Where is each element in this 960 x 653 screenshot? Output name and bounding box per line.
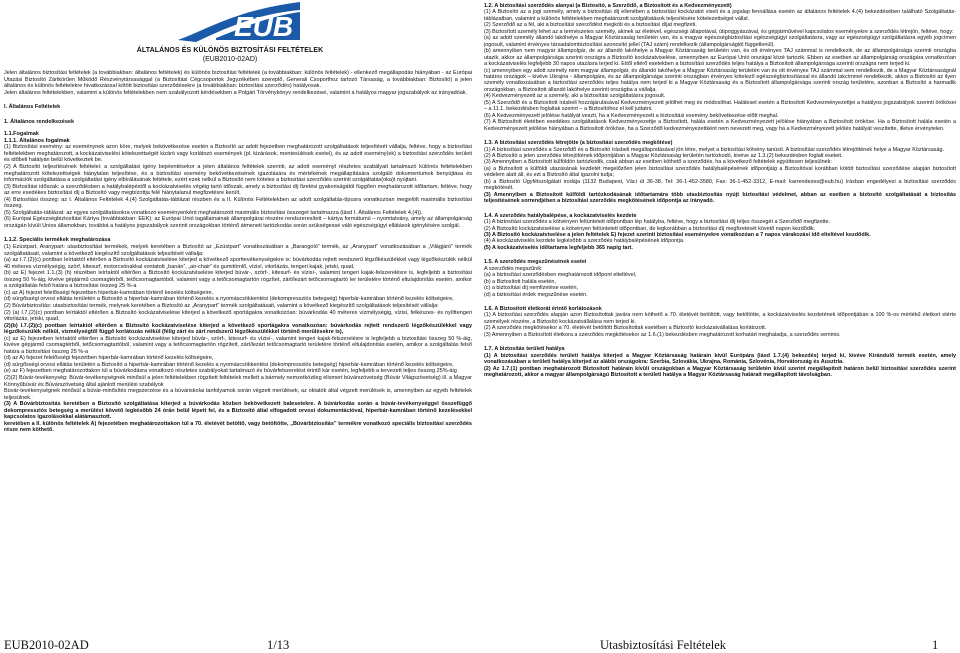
body-paragraph: (1) A biztosítási szerződés területi hatálya kiterjed a Magyar Köztársaság határain kívül Európára (lásd 1.7.(4) bekezdés) terjed ki, kivéve Kirándulő termék esetén, amely vonatkozásában a területi hatálya kiterjed az alábbi országokra: Szerbia, Szlovákia, Ukrajna, Románia, Szlovénia, Horvátország és Ausztria. bbox=[484, 352, 956, 366]
section-heading: 1.7. A biztosítás területi hatálya bbox=[484, 346, 565, 353]
intro-paragraph: Jelen általános biztosítási feltételek (a továbbiakban: általános feltételek) és különös biztosítási feltételek (a továbbiakban: különös feltételek) - ellenkező megállapodás hiányában - az Európai Utazási Biztosító Zártkörűen Működő Részvénytársasággal (a Biztosítási Cégcsoportok Jegyzékében szereplő, Generali Csoporthoz tartozó Társaság, a továbbiakban: Biztosító) a jelen általános és különös feltételekre hivatkozással kötött biztosítási szerződésekre (a továbbiakban: biztosítási szerződés) hatályosak. bbox=[4, 70, 472, 90]
footer-page-number: 1 bbox=[932, 638, 939, 652]
special-paragraph: (1) Ezüstpart, Aranypart: utasbiztosítási termékek, melyek keretében a Biztosító az „Ezüstpart” vonatkozásában a „Barangoló” termék, az „Aranypart” vonatkozásában a „Világjáró” termék szolgáltatásait, valamint a következő kiegészítő szolgáltatások teljesítését vállalja: bbox=[4, 244, 472, 257]
body-paragraph: (3) Biztosított személy lehet az a természetes személy, akinek az életével, egészségi állapotával, útipoggyászával, és gépjárművével kapcsolatos eseményekre a szerződés létrejön, feltéve, hogy: bbox=[484, 28, 954, 35]
special-paragraph: (2) Búvárbiztosítás: utasbiztosítási termék, melynek keretében a Biztosító az „Aranypart” termék szolgáltatásait, valamint a következő kiegészítő szolgáltatások teljesítését vállalja: bbox=[4, 302, 439, 309]
body-paragraph: (a) az adott személy állandó lakóhelye a Magyar Köztársaság területén van, és a magyar egészségbiztosítási egészségügyi szolgáltatásra, vagy az egészségügyi szolgáltatásra egyéb jogcímen jogosult, valamint érvényes társadalombiztosítási azonosító jellel (TAJ szám) rendelkezik (állampolgárságtól függetlenül). bbox=[484, 35, 956, 48]
body-paragraph: (7) A Biztosított életében esedékes szolgáltatások Kedvezményezettje a Biztosított, halála esetén a Kedvezményezett jelölése hiányában a Biztosított örököse. Ha a Biztosított halála esetén a Kedvezményezett jelölése hiányában a Biztosított örököse, ha a Szerződő kedvezményezettként nem nevezett meg, vagy ha a Kedvezményezett jelölés hatályát veszítette, illetve érvénytelen. bbox=[484, 119, 956, 132]
section-heading: 1.3. A biztosítási szerződés létrejötte (a biztosítási szerződés megkötése) bbox=[484, 140, 673, 147]
body-paragraph: (5) A kockázatviselés időtartama legfeljebb 365 napig tart. bbox=[484, 244, 633, 251]
special-paragraph: (c) az A) fejezet felelősségi fejezetben hiperbár-kamrában történő kezelés költségeire, bbox=[4, 289, 214, 296]
special-paragraph: (e) az F) fejezetben meghatározottakon túl a búvárkodásra vonatkozó részletes szabályokat tartalmazó és búvárfelszerelést érintő kár esetén, legfeljebb a tervezett teljes összeg 25%-áig bbox=[4, 368, 457, 375]
body-paragraph: (4) Kedvezményezett az a személy, aki a biztosítási szolgáltatásra jogosult. bbox=[484, 93, 666, 100]
special-paragraph: (b) az E) fejezet 1.1.(3) (h) részében leírtaktól eltérően a Biztosító kockázatviselése kiterjed búvár-, szörf-, kitesurf- és vízisí-, valamint tengeri kajak-felszerelésre is, legfeljebb a biztosítási összeg 50 %-áig, kivéve gépjármű csomagtérből, tetőcsomagtartóból, valamint vagy a tetőcsomagtartón rögzítet, zárt/lezárt tetőcsomagtartó ter területére történő eltulajdonítás esetén, amikor a szolgáltatás felső határa a biztosítási összeg 25 %-a bbox=[4, 270, 472, 290]
section-heading: 1.1.2. Speciális termékek meghatározása bbox=[4, 237, 111, 244]
eub-logo-mark bbox=[176, 0, 302, 44]
body-paragraph: (3) Amennyiben a Biztosított külföldi tartózkodásának időtartamára több utasbiztosítás nyújt biztosítási védelmet, abban az esetben a biztosító szolgáltatását a biztosítás teljesítésének sorrendjében a biztosítási szerződés megkötésének időpontja az irányadó. bbox=[484, 191, 956, 205]
body-paragraph: (b) amennyiben nem magyar állampolgár, de az állandó lakóhelye a Magyar Köztársaság területén van, és ott érvényes TAJ számmal is rendelkezik, de az állampolgársága szerinti országba utazik, akkor az állampolgársága szerinti országra a Biztosító kockázatviselése, amennyiben az Európai Unió országai közé tartozik. Ebben az esetben az állampolgárság országára vonatkozóan a kockázatviselés legfeljebb 30 napos utazásra terjed ki. Ettől eltérő esetekben a biztosítási szerződés teljes hatálya a Biztosított állampolgársága szerinti országra nem terjed ki. bbox=[484, 48, 956, 68]
special-paragraph: (d) súrgősségi orvosi ellátás területén a Biztosító a hiperbár-kamrában történő kezelés a nyomáscsökkentési (dekompressziós betegség) hiperbár-kamrában történő kezelés költségeire, bbox=[4, 296, 454, 303]
section-heading: 1.1.1. Általános fogalmak bbox=[4, 137, 70, 144]
body-paragraph: (4) A kockázatviselés kezdete legkésőbb a szerződés hatálybalépésének időpontja. bbox=[484, 238, 685, 245]
section-heading: 1.2. A biztosítási szerződés alanyai (a Biztosító, a Szerződő, a Biztosított és a Kedvezményezett) bbox=[484, 3, 732, 9]
document-title-block bbox=[80, 46, 380, 64]
body-paragraph: (1) A biztosítási szerződés a Szerződő és a Biztosító írásbeli megállapodásával jön létre, melyet a biztosítási kötvény tanúsít. A biztosítási szerződés létrejöttének helye a Magyar Köztársaság. bbox=[484, 146, 945, 153]
body-paragraph: (c) amennyiben egy adott személy nem magyar állampolgár, és állandó lakóhelye a Magyar Köztársaság területén van és ott érvényes TAJ számmal sem rendelkezik, de a Magyar Köztársaságnál határos országok – kivéve Ukrajna - állampolgára, és az állampolgársága szerinti országban érvényes kötelező egészségbiztosítással és állandó lakcímmel rendelkezik, akkor a Biztosító az ilyen személy vonatkozásában a biztosítási szerződés teljes hatálya nem terjed ki a Magyar Köztársaság és a Biztosított állampolgársága szerinti ország területére, azonban a Biztosító a harmadik országokban, a Biztosított állandó lakóhelye szerinti országba a vállalja. bbox=[484, 67, 956, 93]
body-paragraph: (a) a Biztosított a külföldi utazásának kezdetét megelőzően jelen biztosítási szerződés hatálybalépésének időpontjáig a Biztosítóval korábban kötött biztosítási szerződése alapján biztosított védelem alatt áll, és ezt a Biztosító által igazolni tudja; bbox=[484, 165, 956, 179]
special-paragraph: (2) (a) I.7.(2)(c) pontban leírtaktól eltérően a Biztosító kockázatviselése kiterjed a következő sportágakra vonatkozóan: búvárkodás 40 méteres vízmélységig, vízisí, felkészes- és nyílttengeri vitorlázás, jetski, quad, bbox=[4, 309, 472, 323]
section-heading: 1.6. A Biztosított életkorát érintő korlátozások bbox=[484, 306, 602, 313]
section-heading: 1.1.Fogalmak bbox=[4, 131, 39, 138]
body-paragraph: (1) A biztosítási szerződés a kötvényen feltüntetett időpontban lép hatályba, feltéve, hogy a biztosítási díj teljes összegét a Szerződő megfizette. bbox=[484, 219, 831, 226]
body-paragraph: (2) A szerződés megkötésekor a 70. életévét betöltött Biztosítottak esetében a Biztosító kockázatvállalása korlátozott. bbox=[484, 325, 767, 332]
body-paragraph: (3) Amennyiben a Biztosított életkora a szerződés megkötésekor az 1.6.(1) bekezdésben meghatározott korhatárt meghaladja, a szerződés semmis. bbox=[484, 331, 841, 338]
document-title: ÁLTALÁNOS ÉS KÜLÖNÖS BIZTOSÍTÁSI FELTÉTELEK bbox=[136, 47, 324, 54]
section-heading: I. Általános Feltételek bbox=[4, 104, 61, 111]
body-paragraph: (5) A Szerződő és a Biztosított írásbeli hozzájárulásával Kedvezményezett jelölhet meg és módosíthat. Haláleset esetén a Biztosított Kedvezményezettjei a hatályos jogszabályok szerinti örökösei – a 11.1. bekezdésben foglaltak szerint – a Biztosítóhoz el kell juttatni. bbox=[484, 99, 956, 113]
body-paragraph: (2) Szerződő az a fél, aki a biztosítási szerződést megköti és a biztosítási díjat megfizeti. bbox=[484, 22, 697, 29]
body-paragraph: (a) a biztosítási szerződésben meghatározott időpont elteltével, bbox=[484, 272, 637, 279]
special-paragraph: (c) az E) fejezetben leírtaktól eltérően a Biztosító kockázatviselése kiterjed búvár-, szörf-, kitesurf- és vízisí-, valamint tengeri kajak-felszerelésre is legfeljebb a biztosítási összeg 50 %-áig, kivéve gépjármű csomagtérből, tetőcsomagtartóból, valamint vagy a tetőcsomagtartón rögzített, zárt/lezárt tetőcsomagtartó területére történő eltulajdonítás esetén, amikor a szolgáltatás felső határa a biztosítási összeg 25 %-a bbox=[4, 335, 472, 355]
footer-title: Utasbiztosítási Feltételek bbox=[600, 638, 727, 652]
body-paragraph: (2) Az 1.7.(1) pontban meghatározott Biztosított határain kívüli országokban a Magyar Köztársaság területén kívül szerint megállapított határon belül biztosítási szerződés szerint meghatározott, akkor a magyar állampolgárságú Biztosított a területi hatálya a Magyar Köztársaság határait megállapított távolságban. bbox=[484, 365, 956, 379]
special-paragraph: keretében a II. különös feltételek A) fejezetében meghatározottakon túl a 70. életévét betöltő, vagy betöltötte, „Búvárbiztosítás” termékre vonatkozó speciális biztosítási szerződés része nem köthető. bbox=[4, 420, 472, 434]
body-paragraph: (6) A Kedvezményezett jelölése hatályát veszti, ha a Kedvezményezett a biztosítási esemény bekövetkezése előtt meghal. bbox=[484, 112, 779, 119]
footer-code: EUB2010-02AD bbox=[4, 638, 89, 652]
section-heading: 1. Általános rendelkezések bbox=[4, 118, 75, 125]
body-paragraph: (3) A Biztosító kockázatviselése a jelen feltételek E) fejezet szerinti biztosítási eseményekre vonatkozóan a 7 napos várakozási idő elteltével kezdődik. bbox=[484, 231, 871, 238]
special-paragraph: (d) az A) fejezet felelősségi fejezetben hiperbár-kamrában történő kezelés költségeire, bbox=[4, 355, 214, 362]
definition-paragraph: (1) Biztosítási esemény: az eseménynek azon köre, melyek bekövetkezése esetén a Biztosító az adott fejezetben meghatározott szolgáltatások teljesítését vállalja, feltéve, hogy a biztosítási feltételekben meghatározott, a kockázatviselési kötelezettségét kizáró vagy korlátozó események (pl. kizárások, mentesülések esetei), és az adott esemény(ek) a biztosítási szerződés területi és időbeli hatályán belül következtek be. bbox=[4, 144, 472, 164]
special-paragraph: (a) az I.7.(2)(c) pontban leírtaktól eltérően a Biztosító kockázatviselése kiterjed a következő sporttevékenységekre is: búvárkodás rejtett rendszerű légzőkészülékkel vagy légzőkészülék nélkül 40 méteres vízmélységig, szörf, kitesurf, motorcsónakkal vontatott „banán”, „air-chair” és gumitömlő, vízisí, vitorlázás, tengeri kajak, jetski, quad, bbox=[4, 257, 472, 270]
special-paragraph: (3) A Búvárbiztosítás keretében a Biztosító szolgáltatása kiterjed a búvárkodás közben bekövetkezett balesetekre. A búvárkodás során a búvár-tevékenységgel összefüggő dekompressziós betegség a merülést követő legkésőbb 24 órán belül lépett fel, és a Biztosító által elfogadott orvosi dokumentációval, hiperbár-kamrában történő kezelésekkel kapcsolatos igazolásokkal alátámasztott. bbox=[4, 401, 472, 421]
body-paragraph: (2) A Biztosító a jelen szerződés létrejöttének időpontjában a Magyar Köztársaság területén tartózkodó, kivéve az 1.3.(2) bekezdésben foglalt eseteit. bbox=[484, 152, 843, 159]
left-column bbox=[4, 70, 472, 434]
special-paragraph: (2)(2) Búvár-tevékenység: Búvár-tevékenységnek minősül a jelen feltételekben rögzített feltételek mellett a bármely nemzetközileg elismert búvárszövetség (Búvár Világszövetség) ill. a Magyar Könnyűbúvár és Búvárszövetség által ajánlott merülési szabályok bbox=[4, 374, 472, 388]
definition-paragraph: (4) Biztosítási összeg: az I. Általános Feltételek 4.(4) Szolgáltatás-táblázat részben és a II. Különös Feltételekben az adott szolgáltatás-típusra vonatkozóan megjelölt maximális biztosítási összeg. bbox=[4, 196, 472, 210]
special-paragraph: Búvár-tevékenységnek minősül a búvár-minősítés megszerzése és a búváriskolai tanfolyamok során végzett merülések, az oktatók által végzett merülések is, amennyiben az egyéb feltételek teljesülnek. bbox=[4, 388, 472, 401]
footer-page-count: 1/13 bbox=[267, 638, 290, 652]
section-heading: 1.5. A szerződés megszűnésének esetei bbox=[484, 259, 587, 266]
body-paragraph: (2) A Biztosító kockázatviselése a kötvényen feltüntetett időpontban, de legkorábban a biztosítási díj megfizetését követő napon kezdődik. bbox=[484, 225, 816, 232]
definition-paragraph: (6) Európai Egészségbiztosítási Kártya (továbbiakban: EEK): az Európai Unió tagállamainak állampolgárai részére rendszeresített – kártya formátumú – nyomtatvány, amely az állampolgárság országán kívüli Unios államokban, továbbá a hatályos jogszabályok szerinti országokban történő átmeneti tartózkodás során szükségessé váló egészségügyi ellátások igénylésére szolgál. bbox=[4, 216, 472, 229]
special-paragraph: (d) súrgősségi orvosi ellátás területén a Biztosító a hiperbár-kamrában történő kezelés a nyomáscsökkentési (dekompressziós betegség) hiperbár-kamrában történő kezelés költségeire, bbox=[4, 361, 454, 368]
body-paragraph: (d) a biztosítási érdek megszűnése esetén. bbox=[484, 291, 588, 298]
section-heading: 1.4. A szerződés hatálybalépése, a kockázatviselés kezdete bbox=[484, 212, 637, 219]
body-paragraph: (3) Amennyiben a Biztosított külföldön tartózkodik, csak abban az esetben köthető a szerződés, ha a következő feltételek együttesen teljesülnek: bbox=[484, 159, 832, 166]
definition-paragraph: (5) Szolgáltatás-táblázat: az egyes szolgáltatásokra vonatkozó eseményenként meghatározott maximális biztosítási összeget tartalmazza (lásd I. Általános Feltételek 4.(4)). bbox=[4, 209, 423, 216]
definition-paragraph: (3) Biztosítási időszak: a szerződésben a hatálybalépéstől a kockázatviselés végéig tartó időszak, amely a biztosítási díj fizetési gyakoriságától függően meghatározott időtartam, feltéve, hogy az erre esedékes biztosítási díj a Biztosító vagy megbízottja felé hiánytalanul megfizetésre került. bbox=[4, 183, 472, 197]
special-paragraph: (2)(b) I.7.(2)(c) pontban leírtaktól eltérően a Biztosító kockázatviselése kiterjed a következő sportágakra vonatkozóan: búvárkodás rejtett rendszerű légzőkészülékkel vagy légzőkészülék nélkül, vízmélységtől függő korlátozás nélkül (félig zárt és zárt rendszerű légzőkészülékkel történő merülésekre is), bbox=[4, 322, 472, 336]
body-paragraph: (c) a biztosítási díj nemfizetése esetén, bbox=[484, 285, 578, 292]
body-paragraph: (1) A Biztosító az a jogi személy, amely a biztosítási díj ellenében a biztosítási kockázatot viseli és a jogalap fennállása esetén az általános feltételek 4.(4) bekezdésében található Szolgáltatás-táblázatban, valamint a különös feltételekben meghatározott szolgáltatások teljesítésére kötelezettséget vállal. bbox=[484, 9, 956, 22]
eub-logo bbox=[176, 0, 302, 44]
body-paragraph: (b) a Biztosított halála esetén, bbox=[484, 278, 556, 285]
body-paragraph: (1) A biztosítási szerződés alapján azon Biztosítottak javára nem köthető a 70. életévét betöltött, vagy betöltötte, a kockázatviselés kezdetének időpontjában a 100 %-os mértékű életkort elérte személyek részére, a Biztosító kockázatvállalása nem terjed ki. bbox=[484, 312, 956, 325]
document-code: (EUB2010-02AD) bbox=[202, 56, 258, 63]
intro-paragraph: Jelen általános feltételekben, valamint a különös feltételekben nem szabályozott kérdésekben a Polgári Törvénykönyv rendelkezései, valamint a hatályos magyar jogszabályok az irányadóak. bbox=[4, 89, 468, 96]
right-column bbox=[484, 3, 956, 379]
body-paragraph: A szerződés megszűnik: bbox=[484, 265, 543, 272]
body-paragraph: (b) a Biztosító Ügyfélszolgálati irodája (1132 Budapest, Váci út 36-38. Tel: 36-1-452-3580, Fax: 36-1-452-3312, E-mail: karrendezes@eub.hu) írásban engedélyezi a biztosítási szerződés megkötését. bbox=[484, 178, 956, 192]
eub-logo-text: EUB bbox=[234, 11, 294, 42]
definition-paragraph: (2) A Biztosító teljesítésének feltételei: a szolgáltatási igény bejelentésekor a jelen általános feltételek szerinti, az adott eseményt részletes szabályait tartalmazó különös feltételekben meghatározott kötelezettségek hiánytalan teljesítése, és a biztosítási esemény bekövetkezésének igazolására és mértékének megállapítására szolgáló dokumentumok benyújtása és információk szolgáltatása a szolgáltatási igény elbírálásának feltétele, ezért ezek nélkül a Biztosító nem köteles a biztosítási szerződés szerinti szolgáltatás(oka)t nyújtani. bbox=[4, 164, 472, 184]
